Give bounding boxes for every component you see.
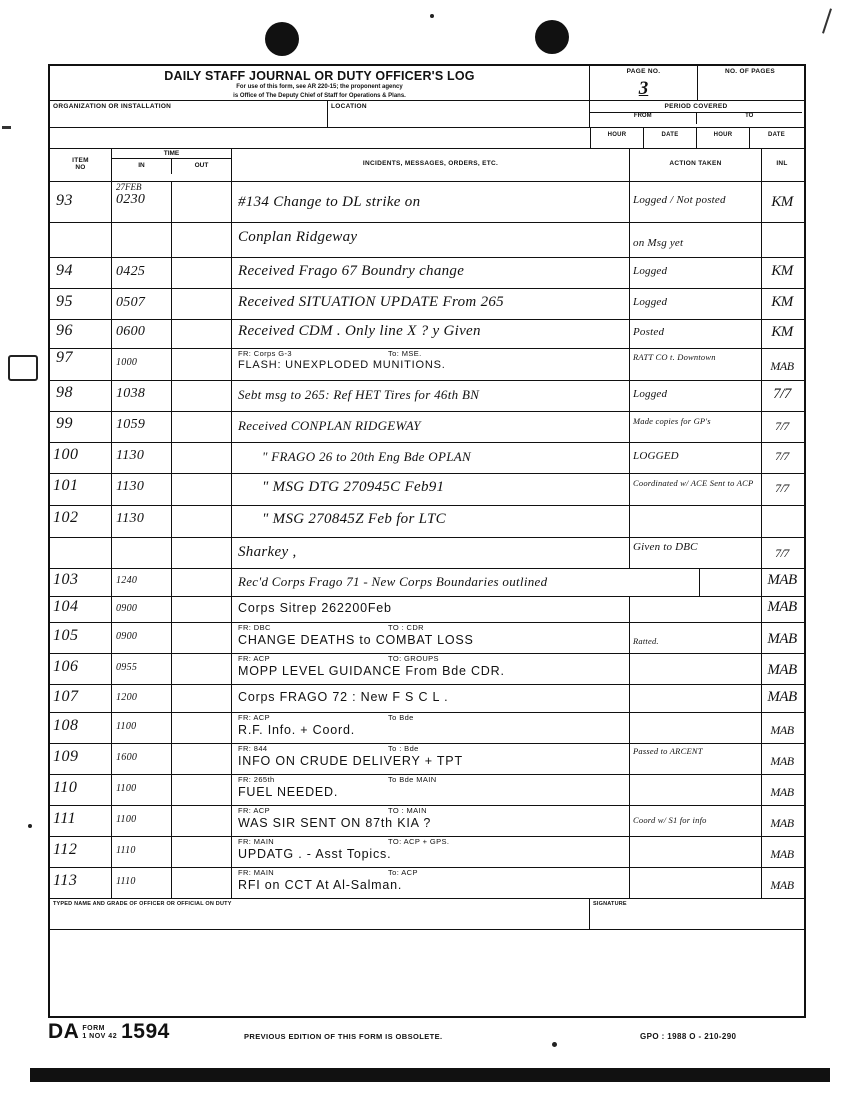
action-taken — [633, 597, 761, 600]
from-hour-label: HOUR — [607, 132, 627, 138]
location-cell — [328, 101, 590, 127]
form-title: DAILY STAFF JOURNAL OR DUTY OFFICER'S LOG — [164, 69, 475, 83]
item-no: 93 — [56, 192, 73, 209]
scan-speck — [430, 14, 434, 18]
time-out — [172, 349, 231, 352]
incident-text: Received SITUATION UPDATE From 265 — [238, 294, 504, 310]
table-row — [50, 775, 804, 806]
typed-name-cell — [50, 899, 590, 929]
action-taken: Logged — [633, 388, 668, 400]
item-no: 96 — [56, 322, 73, 339]
time-in: 1130 — [116, 511, 145, 526]
table-row — [50, 538, 804, 569]
incident-prefix — [238, 713, 629, 722]
period-covered-cell — [590, 101, 802, 127]
col-header-in: IN — [112, 159, 172, 174]
daily-staff-journal-form — [48, 64, 806, 1018]
col-header-time-label: TIME — [163, 150, 180, 157]
initials: 7/7 — [773, 386, 791, 402]
initials: MAB — [770, 847, 794, 861]
table-row — [50, 258, 804, 289]
table-row — [50, 569, 804, 597]
time-out — [172, 623, 231, 626]
to-hour-label: HOUR — [713, 132, 733, 138]
initials: KM — [771, 263, 793, 279]
time-out — [172, 443, 231, 446]
time-in: 1130 — [116, 479, 145, 494]
time-out — [172, 538, 231, 541]
time-out — [172, 320, 231, 323]
time-in: 1240 — [116, 575, 138, 586]
action-taken: RATT CO t. Downtown — [633, 352, 716, 362]
scan-artifact-tick — [2, 126, 11, 129]
incident-text: Corps Sitrep 262200Feb — [238, 601, 392, 615]
period-from-label: FROM — [590, 113, 697, 124]
incident-prefix — [238, 654, 629, 663]
page-no-label: PAGE NO. — [626, 68, 661, 75]
da-label: DA — [48, 1020, 80, 1043]
col-header-action-taken: ACTION TAKEN — [630, 149, 762, 181]
organization-label: ORGANIZATION OR INSTALLATION — [53, 103, 172, 110]
time-out — [172, 713, 231, 716]
table-row — [50, 474, 804, 506]
incident-prefix — [238, 349, 629, 358]
incident-to: To : Bde — [388, 744, 419, 753]
form-subtitle-line1: For use of this form, see AR 220-15; the proponent agency — [236, 84, 403, 90]
initials: 7/7 — [775, 481, 789, 495]
table-row — [50, 685, 804, 713]
incident-to: TO: GROUPS — [388, 654, 439, 663]
form-identification-footer — [48, 1020, 802, 1044]
time-in: 1110 — [116, 845, 136, 856]
time-out — [172, 506, 231, 509]
page-no-value: 3 — [638, 78, 649, 99]
incident-to: To Bde — [388, 713, 414, 722]
da-form-sub-line1: FORM — [82, 1025, 105, 1032]
initials: MAB — [770, 878, 794, 892]
time-in: 1100 — [116, 721, 137, 732]
item-no: 104 — [53, 598, 79, 615]
to-date-cell — [750, 128, 803, 148]
time-out — [172, 685, 231, 688]
incident-prefix — [238, 868, 629, 877]
scan-artifact-slash — [822, 8, 832, 33]
table-row — [50, 868, 804, 899]
time-out — [172, 258, 231, 261]
to-hour-cell — [697, 128, 750, 148]
time-in: 0507 — [116, 295, 146, 310]
time-out — [172, 744, 231, 747]
incident-text: #134 Change to DL strike on — [238, 194, 421, 210]
date-marker: 27FEB — [116, 182, 142, 192]
time-in — [112, 538, 171, 541]
action-taken — [633, 506, 761, 509]
time-in: 0425 — [116, 264, 146, 279]
time-in: 1110 — [116, 876, 136, 887]
col-header-inl: INL — [776, 160, 788, 167]
incident-from: FR: MAIN — [238, 837, 275, 846]
scan-artifact-square — [8, 355, 38, 381]
form-org-band — [50, 101, 804, 128]
punch-hole-right — [535, 20, 569, 54]
action-taken — [633, 685, 761, 688]
initials: MAB — [767, 689, 797, 705]
item-no: 108 — [53, 717, 79, 734]
action-taken: Logged — [633, 265, 668, 277]
incident-text: " MSG 270845Z Feb for LTC — [262, 511, 446, 527]
incident-text: R.F. Info. + Coord. — [238, 723, 355, 737]
action-taken: Posted — [633, 326, 665, 338]
initials: KM — [771, 324, 793, 340]
item-no: 112 — [53, 841, 78, 858]
incident-to: TO : MAIN — [388, 806, 427, 815]
action-taken — [633, 654, 761, 657]
time-in: 1000 — [116, 357, 138, 368]
col-header-item-no — [50, 149, 112, 181]
col-header-incidents: INCIDENTS, MESSAGES, ORDERS, ETC. — [232, 149, 630, 181]
da-form-sub-line2: 1 NOV 42 — [82, 1033, 118, 1040]
initials: MAB — [770, 359, 794, 373]
previous-edition-note: PREVIOUS EDITION OF THIS FORM IS OBSOLETE. — [244, 1032, 443, 1041]
table-row — [50, 806, 804, 837]
no-of-pages-label: NO. OF PAGES — [724, 68, 776, 75]
punch-hole-left — [265, 22, 299, 56]
da-form-number: 1594 — [121, 1020, 170, 1043]
page-no-cell — [590, 66, 698, 100]
action-taken: Passed to ARCENT — [633, 746, 703, 756]
action-taken — [633, 775, 761, 778]
time-in: 1038 — [116, 386, 146, 401]
item-no: 95 — [56, 293, 73, 310]
time-in: 1600 — [116, 752, 138, 763]
time-in: 1130 — [116, 448, 145, 463]
time-out — [172, 289, 231, 292]
time-in: 0955 — [116, 662, 138, 673]
time-out — [172, 806, 231, 809]
gpo-imprint: GPO : 1988 O - 210-290 — [640, 1032, 737, 1041]
scan-speck — [28, 824, 32, 828]
incident-from: FR: Corps G-3 — [238, 349, 292, 358]
item-no — [50, 223, 111, 225]
incident-text: CHANGE DEATHS to COMBAT LOSS — [238, 633, 474, 647]
incident-text: WAS SIR SENT ON 87th KIA ? — [238, 816, 432, 830]
incident-from: FR: DBC — [238, 623, 271, 632]
incident-text: Received CONPLAN RIDGEWAY — [238, 418, 421, 433]
scan-artifact-bottom-bar — [30, 1068, 830, 1082]
action-taken: Coord w/ S1 for info — [633, 815, 707, 825]
time-in: 1200 — [116, 692, 138, 703]
initials: MAB — [770, 785, 794, 799]
item-no: 106 — [53, 658, 79, 675]
location-label: LOCATION — [331, 103, 367, 110]
table-row — [50, 443, 804, 474]
time-out — [172, 597, 231, 600]
incident-from: FR: 265th — [238, 775, 275, 784]
organization-cell — [50, 101, 328, 127]
incident-text: Received CDM . Only line X ? y Given — [238, 323, 481, 339]
form-title-block — [50, 66, 590, 100]
signature-value — [590, 909, 802, 911]
incident-prefix — [238, 837, 629, 846]
initials: 7/7 — [775, 419, 789, 433]
item-no: 103 — [53, 571, 79, 588]
location-value — [328, 112, 589, 114]
time-out — [172, 223, 231, 226]
incident-to: TO : CDR — [388, 623, 424, 632]
incident-text: UPDATG . - Asst Topics. — [238, 847, 392, 861]
period-from-to-row — [590, 112, 802, 124]
time-out — [172, 654, 231, 657]
incident-text: Corps FRAGO 72 : New F S C L . — [238, 690, 449, 704]
log-entries-table — [50, 182, 804, 899]
to-date-label: DATE — [767, 132, 786, 138]
incident-text: RFI on CCT At Al-Salman. — [238, 878, 403, 892]
form-hour-date-band — [50, 128, 804, 149]
incident-to: To Bde MAIN — [388, 775, 437, 784]
time-out — [172, 474, 231, 477]
initials: KM — [771, 194, 793, 210]
time-out — [172, 182, 231, 185]
incident-from: FR: ACP — [238, 654, 270, 663]
table-row — [50, 744, 804, 775]
time-out — [172, 837, 231, 840]
item-no: 107 — [53, 688, 79, 705]
incident-to: To: MSE. — [388, 349, 422, 358]
action-taken: on Msg yet — [633, 237, 684, 249]
no-of-pages-cell — [698, 66, 802, 100]
da-form-sub — [82, 1025, 117, 1041]
table-row — [50, 320, 804, 349]
from-date-cell — [644, 128, 697, 148]
table-row — [50, 412, 804, 443]
initials — [762, 223, 802, 225]
form-footer-band — [50, 899, 804, 930]
col-header-item-l2: NO — [75, 164, 86, 171]
from-hour-cell — [591, 128, 644, 148]
time-in: 1059 — [116, 417, 146, 432]
incident-prefix — [238, 775, 629, 784]
action-taken: LOGGED — [633, 450, 679, 462]
item-no: 105 — [53, 627, 79, 644]
col-header-item-l1: ITEM — [72, 157, 89, 164]
initials: KM — [771, 294, 793, 310]
initials: MAB — [770, 723, 794, 737]
time-in: 0600 — [116, 324, 146, 339]
typed-name-value — [50, 909, 589, 911]
action-taken — [633, 713, 761, 716]
incident-prefix — [238, 744, 629, 753]
time-out — [172, 381, 231, 384]
incident-from: FR: MAIN — [238, 868, 275, 877]
time-in: 0900 — [116, 631, 138, 642]
action-taken — [703, 569, 761, 572]
organization-value — [50, 112, 327, 114]
table-row — [50, 506, 804, 538]
action-taken — [633, 837, 761, 840]
table-row — [50, 289, 804, 320]
incident-text: INFO ON CRUDE DELIVERY + TPT — [238, 754, 463, 768]
action-taken: Coordinated w/ ACE Sent to ACP — [633, 478, 754, 488]
item-no — [50, 538, 111, 540]
table-row — [50, 623, 804, 654]
time-in: 0900 — [116, 603, 138, 614]
initials: 7/7 — [775, 449, 789, 463]
initials: MAB — [770, 754, 794, 768]
item-no: 100 — [53, 446, 79, 463]
item-no: 97 — [56, 349, 73, 366]
time-out — [172, 412, 231, 415]
incident-from: FR: ACP — [238, 806, 270, 815]
initials: MAB — [770, 816, 794, 830]
item-no: 110 — [53, 779, 78, 796]
action-taken: Made copies for GP's — [633, 416, 711, 426]
action-taken: Ratted. — [633, 636, 659, 646]
incident-text: Sharkey , — [238, 544, 297, 560]
incident-text: Rec'd Corps Frago 71 - New Corps Boundaries outlined — [238, 574, 548, 589]
time-out — [172, 775, 231, 778]
table-row — [50, 223, 804, 258]
initials: MAB — [767, 662, 797, 678]
time-in: 1100 — [116, 814, 137, 825]
table-row — [50, 381, 804, 412]
hour-date-spacer — [50, 128, 591, 148]
form-subtitle-line2: is Office of The Deputy Chief of Staff for Operations & Plans. — [233, 92, 406, 99]
time-out — [172, 569, 231, 572]
incident-to: TO: ACP + GPS. — [388, 837, 450, 846]
incident-text: Sebt msg to 265: Ref HET Tires for 46th BN — [238, 387, 480, 402]
incident-text: " MSG DTG 270945C Feb91 — [262, 479, 445, 495]
table-column-headers — [50, 149, 804, 182]
incident-from: FR: 844 — [238, 744, 268, 753]
period-covered-label: PERIOD COVERED — [664, 103, 728, 110]
form-header — [50, 66, 804, 101]
time-in — [112, 223, 171, 226]
item-no: 98 — [56, 384, 73, 401]
from-date-label: DATE — [661, 132, 679, 138]
incident-text: Conplan Ridgeway — [238, 229, 358, 245]
action-taken: Logged — [633, 296, 668, 308]
time-out — [172, 868, 231, 871]
action-taken: Logged / Not posted — [633, 194, 726, 206]
initials: MAB — [767, 572, 797, 588]
item-no: 101 — [53, 477, 79, 494]
col-header-time — [112, 149, 232, 181]
item-no: 111 — [53, 810, 77, 827]
initials: 7/7 — [775, 546, 789, 560]
item-no: 113 — [53, 872, 78, 889]
initials: MAB — [767, 631, 797, 647]
incident-text: FUEL NEEDED. — [238, 785, 339, 799]
incident-prefix — [238, 806, 629, 815]
item-no: 102 — [53, 509, 79, 526]
table-row — [50, 182, 804, 223]
action-taken: Given to DBC — [633, 541, 698, 553]
initials: MAB — [767, 599, 797, 615]
incident-to: To: ACP — [388, 868, 418, 877]
typed-name-label: TYPED NAME AND GRADE OF OFFICER OR OFFICIAL ON DUTY — [53, 901, 232, 907]
incident-text: MOPP LEVEL GUIDANCE From Bde CDR. — [238, 664, 505, 678]
time-in: 0230 — [116, 192, 146, 207]
item-no: 94 — [56, 262, 73, 279]
table-row — [50, 654, 804, 685]
period-to-label: TO — [745, 113, 754, 119]
initials — [762, 506, 802, 508]
table-row — [50, 713, 804, 744]
incident-text: Received Frago 67 Boundry change — [238, 263, 465, 279]
table-row — [50, 837, 804, 868]
incident-prefix — [238, 623, 629, 632]
col-header-out: OUT — [194, 162, 209, 169]
time-in: 1100 — [116, 783, 137, 794]
incident-text: FLASH: UNEXPLODED MUNITIONS. — [238, 359, 446, 371]
table-row — [50, 597, 804, 623]
item-no: 99 — [56, 415, 73, 432]
signature-cell — [590, 899, 802, 929]
action-taken — [633, 868, 761, 871]
incident-text: " FRAGO 26 to 20th Eng Bde OPLAN — [262, 449, 471, 464]
table-row — [50, 349, 804, 381]
signature-label: SIGNATURE — [593, 901, 627, 907]
incident-from: FR: ACP — [238, 713, 270, 722]
item-no: 109 — [53, 748, 79, 765]
